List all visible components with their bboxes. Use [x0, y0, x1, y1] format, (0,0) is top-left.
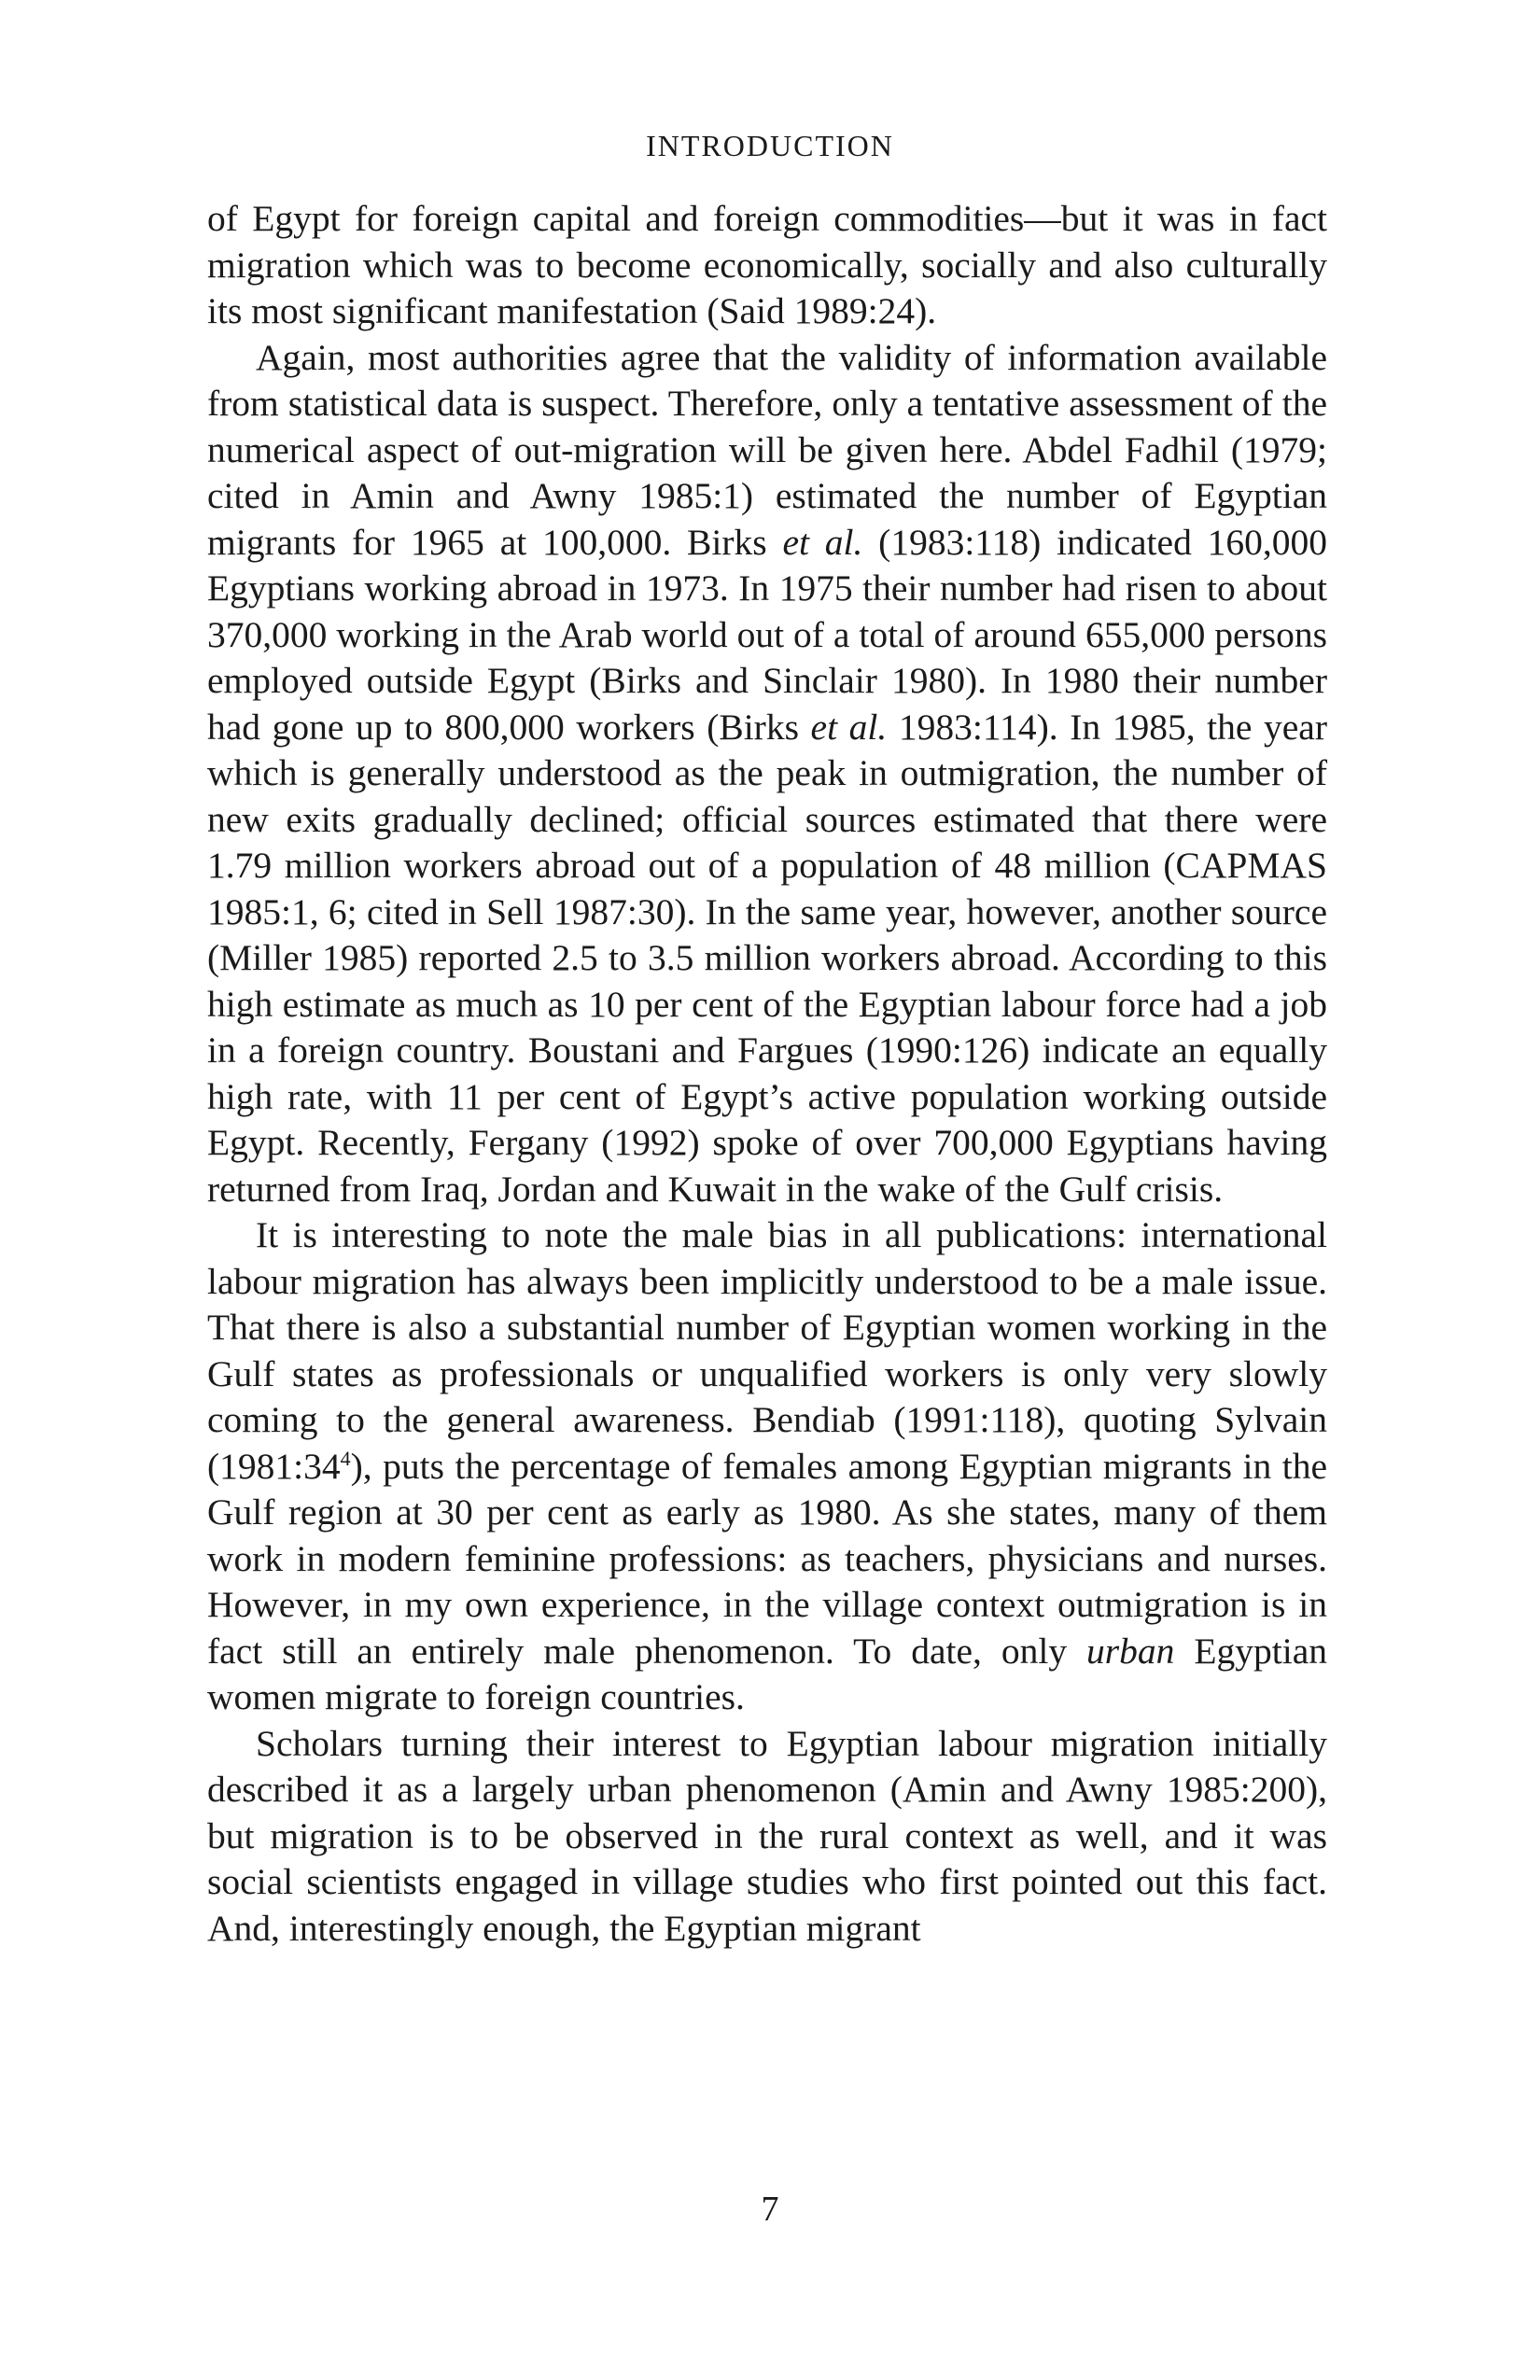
footnote-marker: 4 — [340, 1446, 351, 1470]
paragraph-2-text-a: Again, most authorities agree that the validity of information available from statistical data is suspect. Therefore, only a tentative assessment of the numerical aspect of out-migration will be given here. Abdel Fadhil (1979; cited in Amin and Awny 1985:1) estimated the number of Egyptian migrants for 1965 at 100,000. Birks — [207, 336, 1327, 563]
running-head: INTRODUCTION — [646, 129, 894, 162]
paragraph-1: of Egypt for foreign capital and foreign commodities—but it was in fact migration which was to become economically, socially and also culturally its most significant manifestation (Said 1989:24). — [207, 198, 1327, 331]
italic-et-al: et al. — [782, 521, 863, 563]
paragraph-3-text-c: Egyptian women migrate to foreign countries. — [207, 1630, 1327, 1717]
page-number: 7 — [761, 2190, 779, 2229]
paragraph-4: Scholars turning their interest to Egyptian labour migration initially described it as a largely urban phenomenon (Amin and Awny 1985:200), but migration is to be observed in the rural context as well, and it was social scientists engaged in village studies who first pointed out this fact. And, interestingly enough, the Egyptian migrant — [207, 1722, 1327, 1949]
body-text — [207, 196, 1327, 1952]
paragraph-3 — [207, 1212, 1327, 1721]
paragraph-3-text-b: ), puts the percentage of females among Egyptian migrants in the Gulf region at 30 per cent as early as 1980. As she states, many of them work in modern feminine professions: as teachers, physicians and nurses. However, in my own experience, in the village context outmigration is in fact still an entirely male phenomenon. To date, only — [207, 1445, 1327, 1672]
paragraph-2-text-c: 1983:114). In 1985, the year which is generally understood as the peak in outmigration, the number of new exits gradually declined; official sources estimated that there were 1.79 million workers abroad out of a population of 48 million (CAPMAS 1985:1, 6; cited in Sell 1987:30). In the same year, however, another source (Miller 1985) reported 2.5 to 3.5 million workers abroad. According to this high estimate as much as 10 per cent of the Egyptian labour force had a job in a foreign country. Boustani and Fargues (1990:126) indicate an equally high rate, with 11 per cent of Egypt’s active population working outside Egypt. Recently, Fergany (1992) spoke of over 700,000 Egyptians having returned from Iraq, Jordan and Kuwait in the wake of the Gulf crisis. — [207, 706, 1327, 1210]
paragraph-3-text-a: It is interesting to note the male bias in all publications: international labour migration has always been implicitly understood to be a male issue. That there is also a substantial number of Egyptian women working in the Gulf states as professionals or unqualified workers is only very slowly coming to the general awareness. Bendiab (1991:118), quoting Sylvain (1981:34 — [207, 1214, 1327, 1487]
italic-urban: urban — [1086, 1630, 1175, 1672]
paragraph-2 — [207, 335, 1327, 1213]
paragraph-2-text-b: (1983:118) indicated 160,000 Egyptians working abroad in 1973. In 1975 their number had risen to about 370,000 working in the Arab world out of a total of around 655,000 persons employed outside Egypt (Birks and Sinclair 1980). In 1980 their number had gone up to 800,000 workers (Birks — [207, 521, 1327, 748]
italic-et-al: et al. — [810, 706, 888, 748]
